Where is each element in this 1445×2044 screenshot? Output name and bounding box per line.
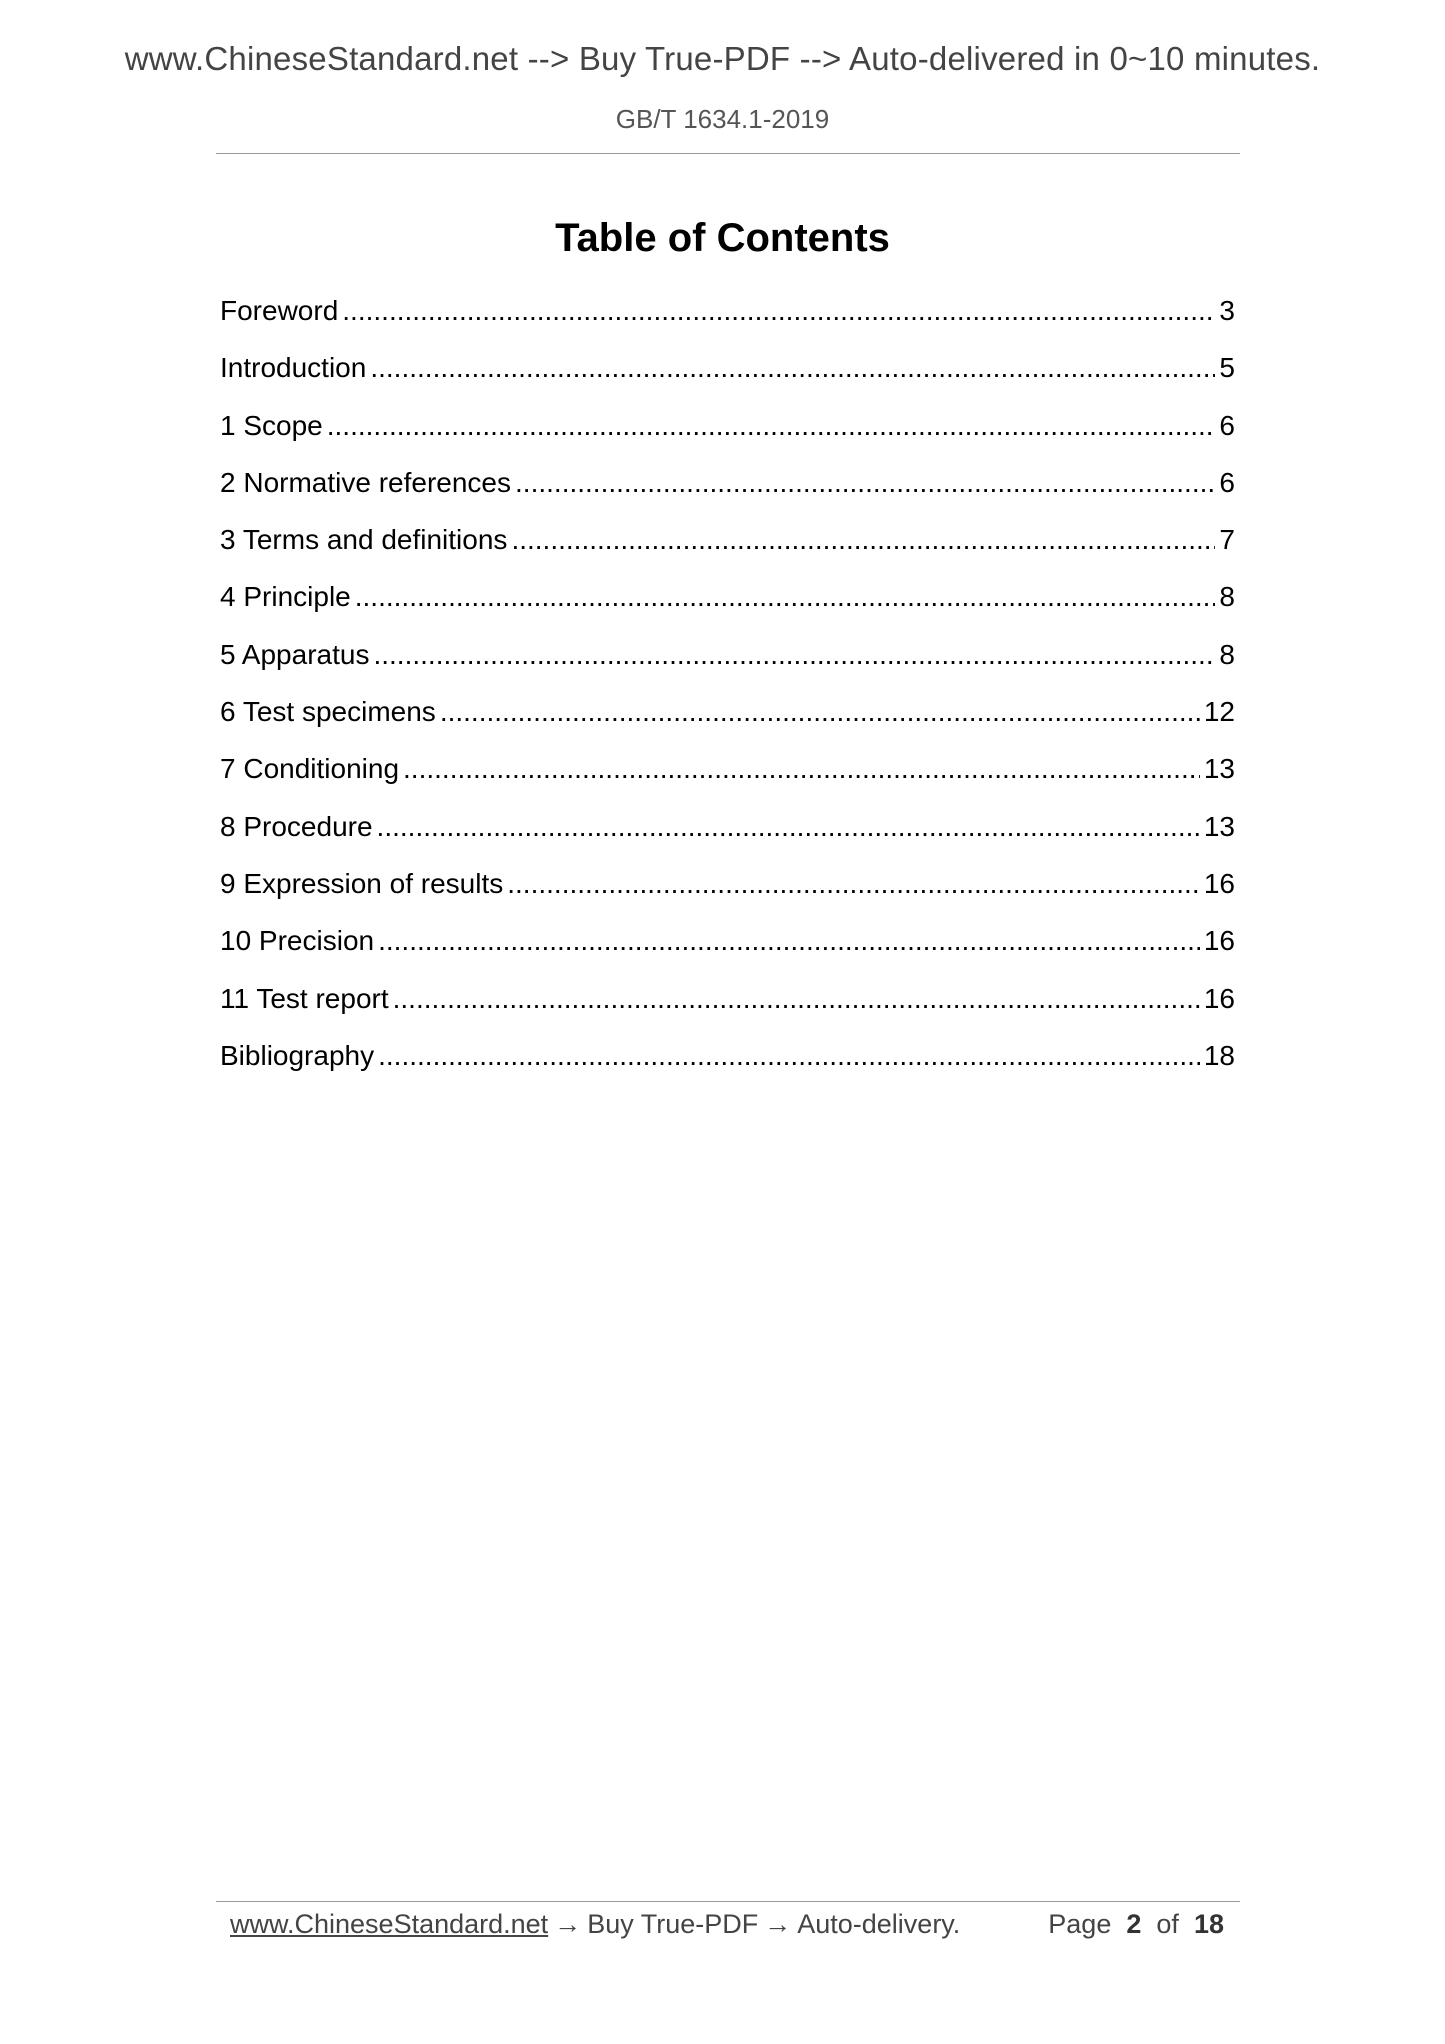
toc-entry-label: 6 Test specimens: [220, 696, 436, 728]
toc-entry-page: 3: [1219, 295, 1235, 326]
toc-entry-page: 18: [1203, 1039, 1235, 1071]
footer-site-link[interactable]: www.ChineseStandard.net: [230, 1909, 549, 1939]
toc-entry-scope[interactable]: [220, 397, 1235, 454]
table-of-contents: [220, 282, 1235, 1084]
toc-entry-page: 13: [1203, 810, 1235, 842]
toc-entry-label: 7 Conditioning: [220, 753, 400, 785]
of-word: of: [1156, 1909, 1179, 1939]
toc-entry-foreword[interactable]: [220, 282, 1235, 339]
toc-entry-page: 16: [1203, 867, 1235, 899]
footer-buy-text: Buy True-PDF: [587, 1909, 759, 1939]
toc-entry-label: 2 Normative references: [220, 466, 512, 498]
toc-leader-dots: [327, 397, 1216, 454]
toc-entry-bibliography[interactable]: [220, 1027, 1235, 1084]
toc-entry-label: Foreword: [220, 295, 339, 326]
toc-entry-label: Bibliography: [220, 1039, 375, 1071]
toc-leader-dots: [370, 339, 1215, 396]
toc-entry-page: 8: [1219, 581, 1235, 613]
toc-leader-dots: [403, 740, 1200, 797]
toc-leader-dots: [393, 970, 1200, 1027]
current-page-number: 2: [1126, 1909, 1142, 1939]
toc-leader-dots: [511, 511, 1215, 568]
toc-entry-label: 11 Test report: [220, 982, 389, 1014]
toc-entry-label: 3 Terms and definitions: [220, 524, 508, 556]
toc-entry-expression-of-results[interactable]: [220, 855, 1235, 912]
toc-leader-dots: [342, 282, 1215, 339]
toc-entry-test-specimens[interactable]: [220, 683, 1235, 740]
toc-entry-page: 8: [1219, 638, 1235, 670]
toc-entry-page: 13: [1203, 753, 1235, 785]
toc-entry-label: 8 Procedure: [220, 810, 373, 842]
toc-leader-dots: [355, 568, 1216, 625]
toc-entry-page: 16: [1203, 925, 1235, 957]
toc-leader-dots: [373, 626, 1215, 683]
toc-entry-label: 4 Principle: [220, 581, 351, 613]
toc-leader-dots: [378, 912, 1200, 969]
toc-entry-label: 5 Apparatus: [220, 638, 370, 670]
toc-leader-dots: [440, 683, 1200, 740]
toc-entry-page: 16: [1203, 982, 1235, 1014]
footer-divider: [216, 1901, 1240, 1902]
toc-entry-principle[interactable]: [220, 568, 1235, 625]
toc-entry-conditioning[interactable]: [220, 740, 1235, 797]
toc-entry-terms-and-definitions[interactable]: [220, 511, 1235, 568]
toc-entry-procedure[interactable]: [220, 798, 1235, 855]
total-page-count: 18: [1193, 1909, 1224, 1939]
header-divider: [216, 153, 1240, 154]
toc-entry-label: Introduction: [220, 352, 367, 384]
top-banner: www.ChineseStandard.net --> Buy True-PDF --> Auto-delivered in 0~10 minutes.: [124, 40, 1321, 77]
page-word: Page: [1048, 1909, 1112, 1939]
toc-entry-normative-references[interactable]: [220, 454, 1235, 511]
toc-entry-label: 10 Precision: [220, 925, 375, 957]
toc-entry-label: 9 Expression of results: [220, 867, 504, 899]
toc-entry-page: 6: [1219, 466, 1235, 498]
toc-leader-dots: [377, 798, 1200, 855]
toc-leader-dots: [378, 1027, 1200, 1084]
toc-title: Table of Contents: [555, 216, 890, 260]
footer-delivery-text: Auto-delivery.: [797, 1909, 961, 1939]
toc-entry-page: 5: [1219, 352, 1235, 384]
toc-entry-page: 7: [1219, 524, 1235, 556]
toc-entry-apparatus[interactable]: [220, 626, 1235, 683]
document-code: GB/T 1634.1-2019: [615, 104, 830, 134]
arrow-right-icon: →: [764, 1909, 792, 1939]
toc-entry-precision[interactable]: [220, 912, 1235, 969]
toc-leader-dots: [507, 855, 1200, 912]
footer-promo: [230, 1904, 960, 1944]
toc-entry-page: 6: [1219, 409, 1235, 441]
toc-entry-test-report[interactable]: [220, 970, 1235, 1027]
toc-entry-introduction[interactable]: [220, 339, 1235, 396]
toc-leader-dots: [515, 454, 1215, 511]
arrow-right-icon: →: [554, 1909, 582, 1939]
page-footer: [230, 1904, 1230, 1944]
page-indicator: [1048, 1904, 1224, 1944]
toc-entry-label: 1 Scope: [220, 409, 323, 441]
toc-entry-page: 12: [1203, 696, 1235, 728]
